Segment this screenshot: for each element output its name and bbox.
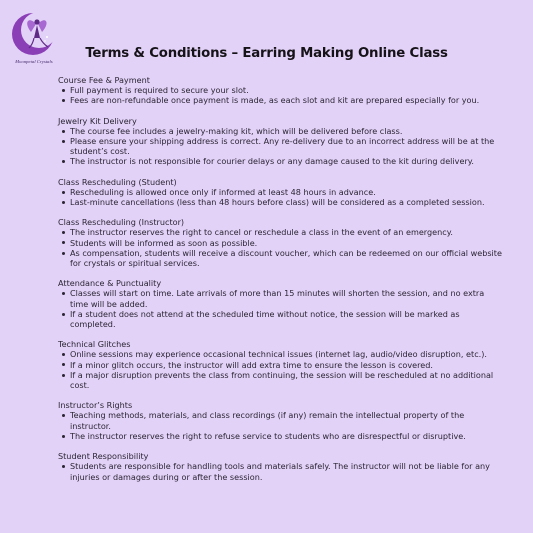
section-list [58, 349, 503, 390]
list-item: Students are responsible for handling tools and materials safely. The instructor will not be liable for any injuries or damages during or after the session. [70, 461, 503, 481]
section-list [58, 288, 503, 329]
terms-section [58, 116, 503, 167]
list-item: Rescheduling is allowed once only if informed at least 48 hours in advance. [70, 187, 503, 197]
terms-section [58, 451, 503, 482]
terms-section [58, 278, 503, 329]
section-list [58, 85, 503, 105]
logo-text: Moonpetal Crystals [15, 59, 53, 64]
section-heading: Instructor’s Rights [58, 400, 133, 411]
section-list [58, 126, 503, 167]
list-item: If a major disruption prevents the class from continuing, the session will be rescheduled at no additional cost. [70, 370, 503, 390]
list-item: The instructor reserves the right to cancel or reschedule a class in the event of an emergency. [70, 227, 503, 237]
terms-content [58, 75, 503, 492]
list-item: Fees are non-refundable once payment is made, as each slot and kit are prepared especially for you. [70, 95, 503, 105]
list-item: If a student does not attend at the scheduled time without notice, the session will be marked as completed. [70, 309, 503, 329]
section-list [58, 461, 503, 481]
list-item: The instructor is not responsible for courier delays or any damage caused to the kit during delivery. [70, 156, 503, 166]
terms-section [58, 177, 503, 208]
terms-section [58, 217, 503, 268]
list-item: The course fee includes a jewelry-making kit, which will be delivered before class. [70, 126, 503, 136]
section-list [58, 187, 503, 207]
list-item: Last-minute cancellations (less than 48 hours before class) will be considered as a completed session. [70, 197, 503, 207]
section-heading: Student Responsibility [58, 451, 149, 462]
page-title: Terms & Conditions – Earring Making Online Class [85, 46, 448, 61]
list-item: If a minor glitch occurs, the instructor will add extra time to ensure the lesson is covered. [70, 360, 503, 370]
terms-section [58, 339, 503, 390]
list-item: The instructor reserves the right to refuse service to students who are disrespectful or disruptive. [70, 431, 503, 441]
list-item: Full payment is required to secure your slot. [70, 85, 503, 95]
section-heading: Class Rescheduling (Instructor) [58, 217, 185, 228]
list-item: Students will be informed as soon as possible. [70, 238, 503, 248]
section-heading: Course Fee & Payment [58, 75, 150, 85]
list-item: As compensation, students will receive a discount voucher, which can be redeemed on our official website for crystals or spiritual services. [70, 247, 502, 269]
list-item: Classes will start on time. Late arrivals of more than 15 minutes will shorten the session, and no extra time will be added. [70, 288, 503, 308]
list-item: Please ensure your shipping address is correct. Any re-delivery due to an incorrect address will be at the student’s cost. [70, 136, 503, 156]
terms-section [58, 400, 503, 441]
section-heading: Technical Glitches [58, 339, 131, 350]
section-heading: Jewelry Kit Delivery [58, 115, 137, 126]
terms-section [58, 75, 503, 106]
section-list [58, 410, 503, 441]
section-heading: Class Rescheduling (Student) [58, 176, 177, 187]
list-item: Online sessions may experience occasional technical issues (internet lag, audio/video disruption, etc.). [70, 349, 503, 359]
section-list [58, 227, 503, 268]
section-heading: Attendance & Punctuality [58, 278, 162, 289]
list-item: Teaching methods, materials, and class recordings (if any) remain the intellectual property of the instructor. [70, 410, 503, 430]
